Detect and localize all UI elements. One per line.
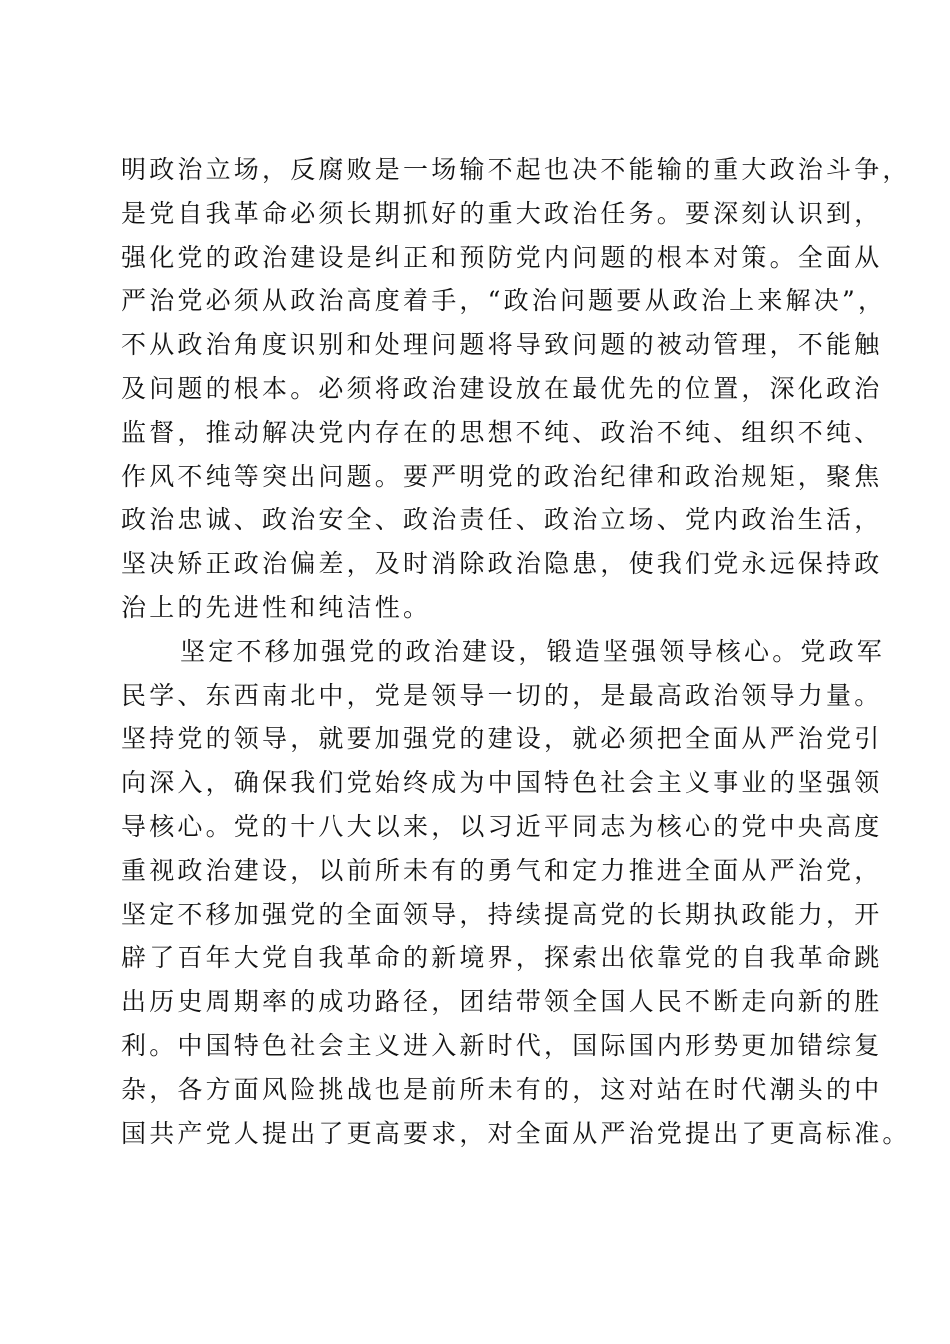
text-line: 导核心。党的十八大以来，以习近平同志为核心的党中央高度	[121, 811, 883, 841]
text-line: 国共产党人提出了更高要求，对全面从严治党提出了更高标准。	[121, 1118, 911, 1148]
text-line: 坚决矫正政治偏差，及时消除政治隐患，使我们党永远保持政	[121, 549, 883, 579]
text-line: 重视政治建设，以前所未有的勇气和定力推进全面从严治党，	[121, 855, 883, 885]
text-line: 政治忠诚、政治安全、政治责任、政治立场、党内政治生活，	[121, 505, 883, 535]
text-line: 强化党的政治建设是纠正和预防党内问题的根本对策。全面从	[121, 242, 883, 272]
text-line: 及问题的根本。必须将政治建设放在最优先的位置，深化政治	[121, 373, 883, 403]
text-line: 坚定不移加强党的全面领导，持续提高党的长期执政能力，开	[121, 899, 883, 929]
paragraph-first-line: 坚定不移加强党的政治建设，锻造坚强领导核心。党政军	[180, 636, 886, 666]
text-line: 不从政治角度识别和处理问题将导致问题的被动管理，不能触	[121, 330, 883, 360]
text-line: 严治党必须从政治高度着手，“政治问题要从政治上来解决”，	[121, 286, 887, 316]
text-line: 民学、东西南北中，党是领导一切的，是最高政治领导力量。	[121, 680, 883, 710]
text-line: 出历史周期率的成功路径，团结带领全国人民不断走向新的胜	[121, 987, 883, 1017]
text-line: 作风不纯等突出问题。要严明党的政治纪律和政治规矩，聚焦	[121, 461, 883, 491]
text-line: 利。中国特色社会主义进入新时代，国际国内形势更加错综复	[121, 1030, 883, 1060]
text-line: 是党自我革命必须长期抓好的重大政治任务。要深刻认识到，	[121, 198, 883, 228]
text-line: 监督，推动解决党内存在的思想不纯、政治不纯、组织不纯、	[121, 417, 883, 447]
text-line: 辟了百年大党自我革命的新境界，探索出依靠党的自我革命跳	[121, 943, 883, 973]
text-line: 杂，各方面风险挑战也是前所未有的，这对站在时代潮头的中	[121, 1074, 883, 1104]
text-line: 治上的先进性和纯洁性。	[121, 592, 432, 622]
text-line: 明政治立场，反腐败是一场输不起也决不能输的重大政治斗争，	[121, 155, 911, 184]
text-line: 坚持党的领导，就要加强党的建设，就必须把全面从严治党引	[121, 724, 883, 754]
text-line: 向深入，确保我们党始终成为中国特色社会主义事业的坚强领	[121, 768, 883, 798]
body-text	[121, 148, 911, 1155]
